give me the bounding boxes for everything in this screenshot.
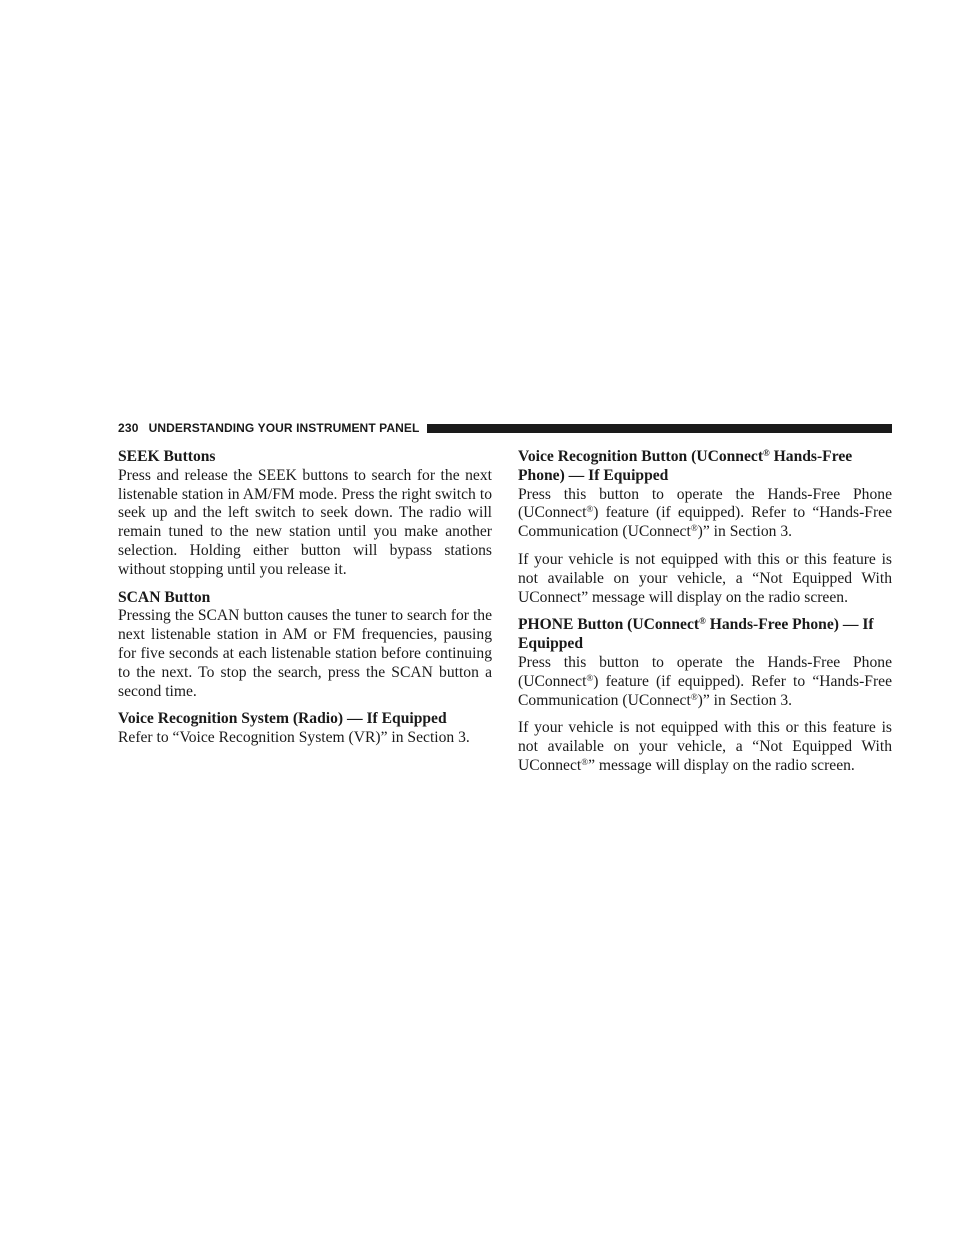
seek-section xyxy=(118,448,492,580)
seek-heading: SEEK Buttons xyxy=(118,448,216,465)
seek-body: Press and release the SEEK buttons to search for the next listenable station in AM/FM mode. Press the right switch to seek up and the left switch to seek down. The radio will remain tuned to the new station until you make another selection. Holding either button will bypass stations without stopping until you release it. xyxy=(118,466,492,578)
scan-body: Pressing the SCAN button causes the tuner to search for the next listenable station in AM or FM frequencies, pausing for five seconds at each listenable station before continuing to the next. To stop the search, press the SCAN button a second time. xyxy=(118,607,492,700)
vr-button-note xyxy=(518,551,892,607)
phone-button-body: Press this button to operate the Hands-Free Phone (UConnect®) feature (if equipped). Refer to “Hands-Free Communication (UConnect®)” in Section 3. xyxy=(518,653,892,709)
right-column xyxy=(518,448,892,785)
phone-button-heading: PHONE Button (UConnect® Hands-Free Phone) — If Equipped xyxy=(518,616,874,653)
header-rule xyxy=(427,424,892,433)
vr-button-heading: Voice Recognition Button (UConnect® Hands-Free Phone) — If Equipped xyxy=(518,448,853,484)
page-number: 230 xyxy=(118,421,139,435)
left-column xyxy=(118,448,492,757)
vr-system-body: Refer to “Voice Recognition System (VR)” in Section 3. xyxy=(118,729,470,747)
vr-system-heading: Voice Recognition System (Radio) — If Equipped xyxy=(118,710,447,728)
page-header xyxy=(118,420,892,436)
phone-button-note-text: If your vehicle is not equipped with this or this feature is not available on your vehicle, a “Not Equipped With UConnect®” message will display on the radio screen. xyxy=(518,719,892,774)
vr-button-note-text: If your vehicle is not equipped with this or this feature is not available on your vehicle, a “Not Equipped With UConnect” message will display on the radio screen. xyxy=(518,550,892,606)
scan-section xyxy=(118,589,492,702)
phone-button-section xyxy=(518,616,892,710)
vr-button-section xyxy=(518,448,892,542)
phone-button-note xyxy=(518,719,892,775)
vr-system-section xyxy=(118,710,492,748)
scan-heading: SCAN Button xyxy=(118,588,211,606)
vr-button-body: Press this button to operate the Hands-Free Phone (UConnect®) feature (if equipped). Refer to “Hands-Free Communication (UConnect®)” in Section 3. xyxy=(518,485,892,541)
section-title: UNDERSTANDING YOUR INSTRUMENT PANEL xyxy=(148,421,420,435)
